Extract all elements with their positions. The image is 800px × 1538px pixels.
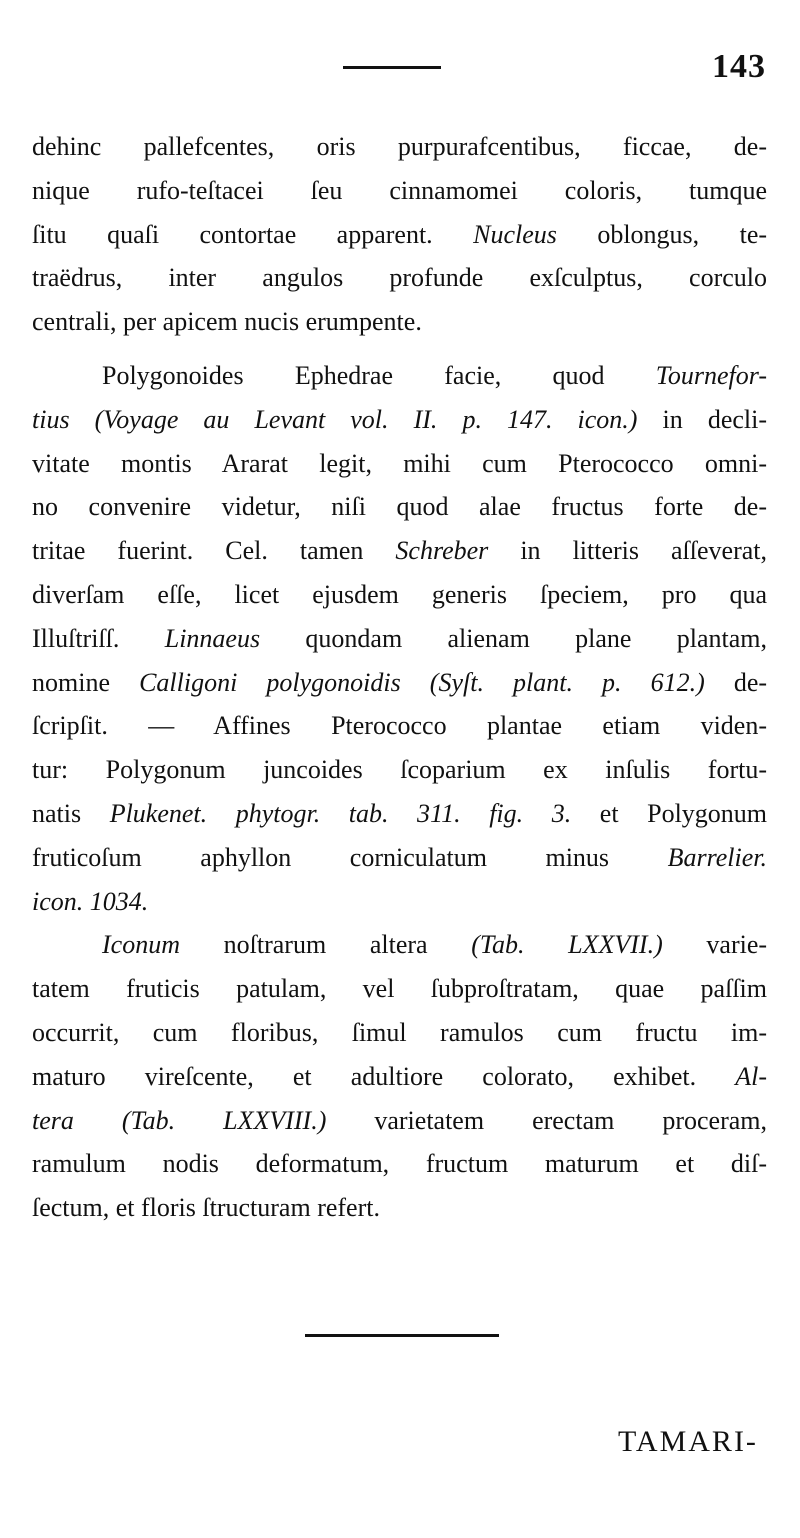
text-run: varie- — [706, 930, 768, 960]
italic-citation: tius (Voyage au Levant vol. II. p. 147. icon.) — [32, 404, 638, 434]
italic-term: Al- — [735, 1061, 767, 1091]
text-line — [32, 923, 767, 967]
italic-term: Linnaeus — [164, 623, 261, 653]
text-line — [32, 213, 767, 257]
text-line: nique rufo-teſtacei ſeu cinnamomei coloris, tumque — [32, 175, 767, 205]
text-line — [32, 1099, 767, 1143]
text-run: in litteris aſſeverat, — [520, 536, 767, 566]
text-line: occurrit, cum floribus, ſimul ramulos cum fructu im- — [32, 1017, 767, 1047]
text-line: no convenire videtur, niſi quod alae fructus forte de- — [32, 492, 767, 522]
text-run: Illuſtriſſ. — [32, 623, 120, 653]
italic-term: Schreber — [395, 536, 489, 566]
italic-citation: Plukenet. phytogr. tab. 311. fig. 3. — [109, 798, 572, 828]
header-rule — [343, 66, 441, 69]
text-run: maturo vireſcente, et adultiore colorato, exhibet. — [32, 1061, 697, 1091]
italic-term: Barrelier. — [667, 842, 767, 872]
text-run: quondam alienam plane plantam, — [305, 623, 768, 653]
text-run: natis — [32, 798, 82, 828]
text-run: nomine — [32, 667, 110, 697]
italic-term: tera — [32, 1105, 74, 1135]
text-run: de- — [733, 667, 768, 697]
text-line — [32, 617, 767, 661]
text-run: in decli- — [662, 404, 768, 434]
italic-citation: icon. 1034. — [32, 886, 149, 916]
text-line: ſcripſit. — Affines Pterococco plantae etiam viden- — [32, 711, 767, 741]
text-line: vitate montis Ararat legit, mihi cum Pterococco omni- — [32, 448, 767, 478]
text-line: dehinc pallefcentes, oris purpurafcentibus, ficcae, de- — [32, 132, 767, 161]
italic-term: Iconum — [102, 930, 180, 960]
text-run: fruticoſum aphyllon corniculatum minus — [32, 842, 610, 872]
catchword: TAMARI- — [618, 1425, 758, 1458]
text-line: centrali, per apicem nucis erumpente. — [32, 307, 422, 337]
paragraph-1 — [32, 125, 767, 344]
text-run: Polygonoides Ephedrae facie, quod — [102, 360, 605, 390]
text-run: tritae fuerint. Cel. tamen — [32, 536, 364, 566]
page-header — [0, 40, 800, 100]
text-line — [32, 529, 767, 573]
text-line: tatem fruticis patulam, vel ſubproſtratam, quae paſſim — [32, 974, 767, 1004]
text-line: diverſam eſſe, licet ejusdem generis ſpeciem, pro qua — [32, 579, 767, 609]
body-text — [32, 125, 767, 1230]
text-line: ramulum nodis deformatum, fructum maturum et diſ- — [32, 1149, 767, 1179]
italic-term: Calligoni polygonoidis — [139, 667, 401, 697]
section-end-rule — [305, 1334, 499, 1337]
text-run: noſtrarum altera — [223, 930, 428, 960]
italic-citation: (Tab. LXXVIII.) — [121, 1105, 327, 1135]
text-run: ſitu quaſi contortae apparent. — [32, 219, 433, 249]
italic-citation: (Tab. LXXVII.) — [471, 930, 663, 960]
text-line — [32, 661, 767, 705]
text-line — [32, 836, 767, 880]
paragraph-2 — [32, 354, 767, 923]
page-number: 143 — [712, 48, 766, 85]
text-line — [32, 398, 767, 442]
paragraph-3 — [32, 923, 767, 1230]
text-line — [32, 1055, 767, 1099]
text-run: et Polygonum — [599, 798, 768, 828]
text-line — [32, 880, 767, 924]
italic-term: Nucleus — [473, 219, 557, 249]
italic-term: Tournefor- — [655, 360, 767, 390]
text-line — [32, 354, 767, 398]
text-line: traëdrus, inter angulos profunde exſculptus, corculo — [32, 263, 767, 293]
italic-citation: (Syſt. plant. p. 612.) — [429, 667, 705, 697]
text-run: oblongus, te- — [597, 219, 768, 249]
text-line: ſectum, et floris ſtructuram refert. — [32, 1193, 380, 1223]
text-line — [32, 792, 767, 836]
text-run: varietatem erectam proceram, — [374, 1105, 767, 1135]
text-line: tur: Polygonum juncoides ſcoparium ex inſulis fortu- — [32, 755, 767, 785]
